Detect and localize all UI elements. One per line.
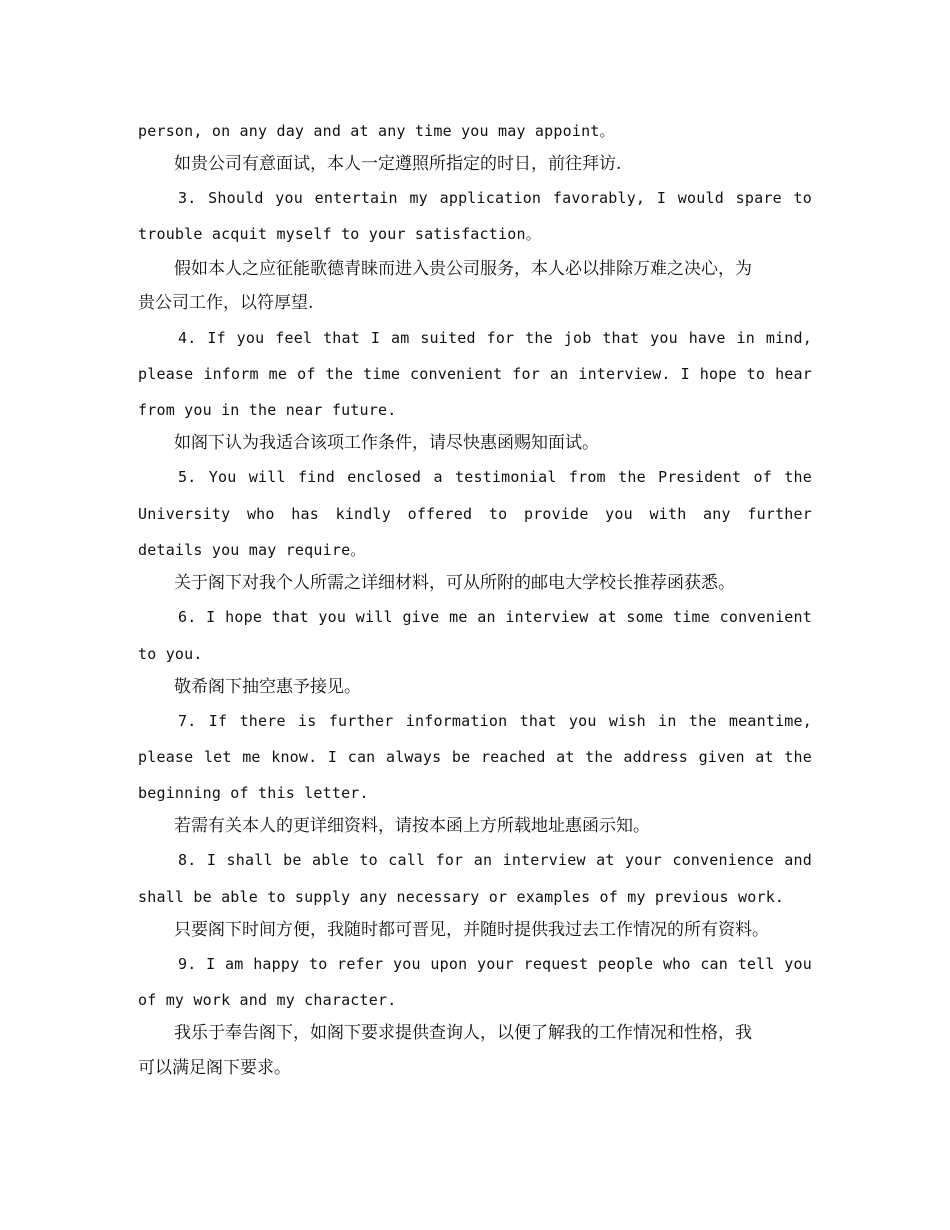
text-line-zh: 我乐于奉告阁下，如阁下要求提供查询人，以便了解我的工作情况和性格，我	[174, 1023, 752, 1043]
text-line: beginning of this letter.	[138, 784, 369, 802]
text-line-zh: 如贵公司有意面试，本人一定遵照所指定的时日，前往拜访.	[174, 154, 622, 174]
text-line: 9. I am happy to refer you upon your request people who can tell you	[178, 955, 812, 973]
text-line: details you may require。	[138, 541, 366, 559]
text-line: trouble acquit myself to your satisfaction。	[138, 225, 541, 243]
text-line: University who has kindly offered to provide you with any further	[138, 505, 812, 523]
text-line-zh: 假如本人之应征能歌德青睐而进入贵公司服务，本人必以排除万难之决心，为	[174, 259, 752, 279]
text-line-zh: 可以满足阁下要求。	[138, 1058, 291, 1078]
text-line: 5. You will find enclosed a testimonial from the President of the	[178, 468, 812, 486]
text-line: shall be able to supply any necessary or examples of my previous work.	[138, 888, 785, 906]
text-line: 3. Should you entertain my application favorably, I would spare to	[178, 189, 812, 207]
text-line-zh: 敬希阁下抽空惠予接见。	[174, 677, 361, 697]
text-line: person, on any day and at any time you may appoint。	[138, 122, 615, 140]
text-line: of my work and my character.	[138, 991, 397, 1009]
text-line-zh: 贵公司工作，以符厚望.	[138, 293, 314, 313]
text-line-zh: 关于阁下对我个人所需之详细材料，可从所附的邮电大学校长推荐函获悉。	[174, 573, 735, 593]
text-line-zh: 如阁下认为我适合该项工作条件，请尽快惠函赐知面试。	[174, 433, 599, 453]
text-line: please inform me of the time convenient for an interview. I hope to hear	[138, 365, 812, 383]
text-line: 4. If you feel that I am suited for the job that you have in mind,	[178, 329, 812, 347]
text-line-zh: 只要阁下时间方便，我随时都可晋见，并随时提供我过去工作情况的所有资料。	[174, 920, 769, 940]
text-line: 6. I hope that you will give me an interview at some time convenient	[178, 608, 812, 626]
text-line: 7. If there is further information that you wish in the meantime,	[178, 712, 812, 730]
text-line: to you.	[138, 645, 203, 663]
text-line-zh: 若需有关本人的更详细资料，请按本函上方所载地址惠函示知。	[174, 816, 650, 836]
text-line: please let me know. I can always be reached at the address given at the	[138, 748, 812, 766]
text-line: 8. I shall be able to call for an interview at your convenience and	[178, 851, 812, 869]
text-line: from you in the near future.	[138, 401, 397, 419]
